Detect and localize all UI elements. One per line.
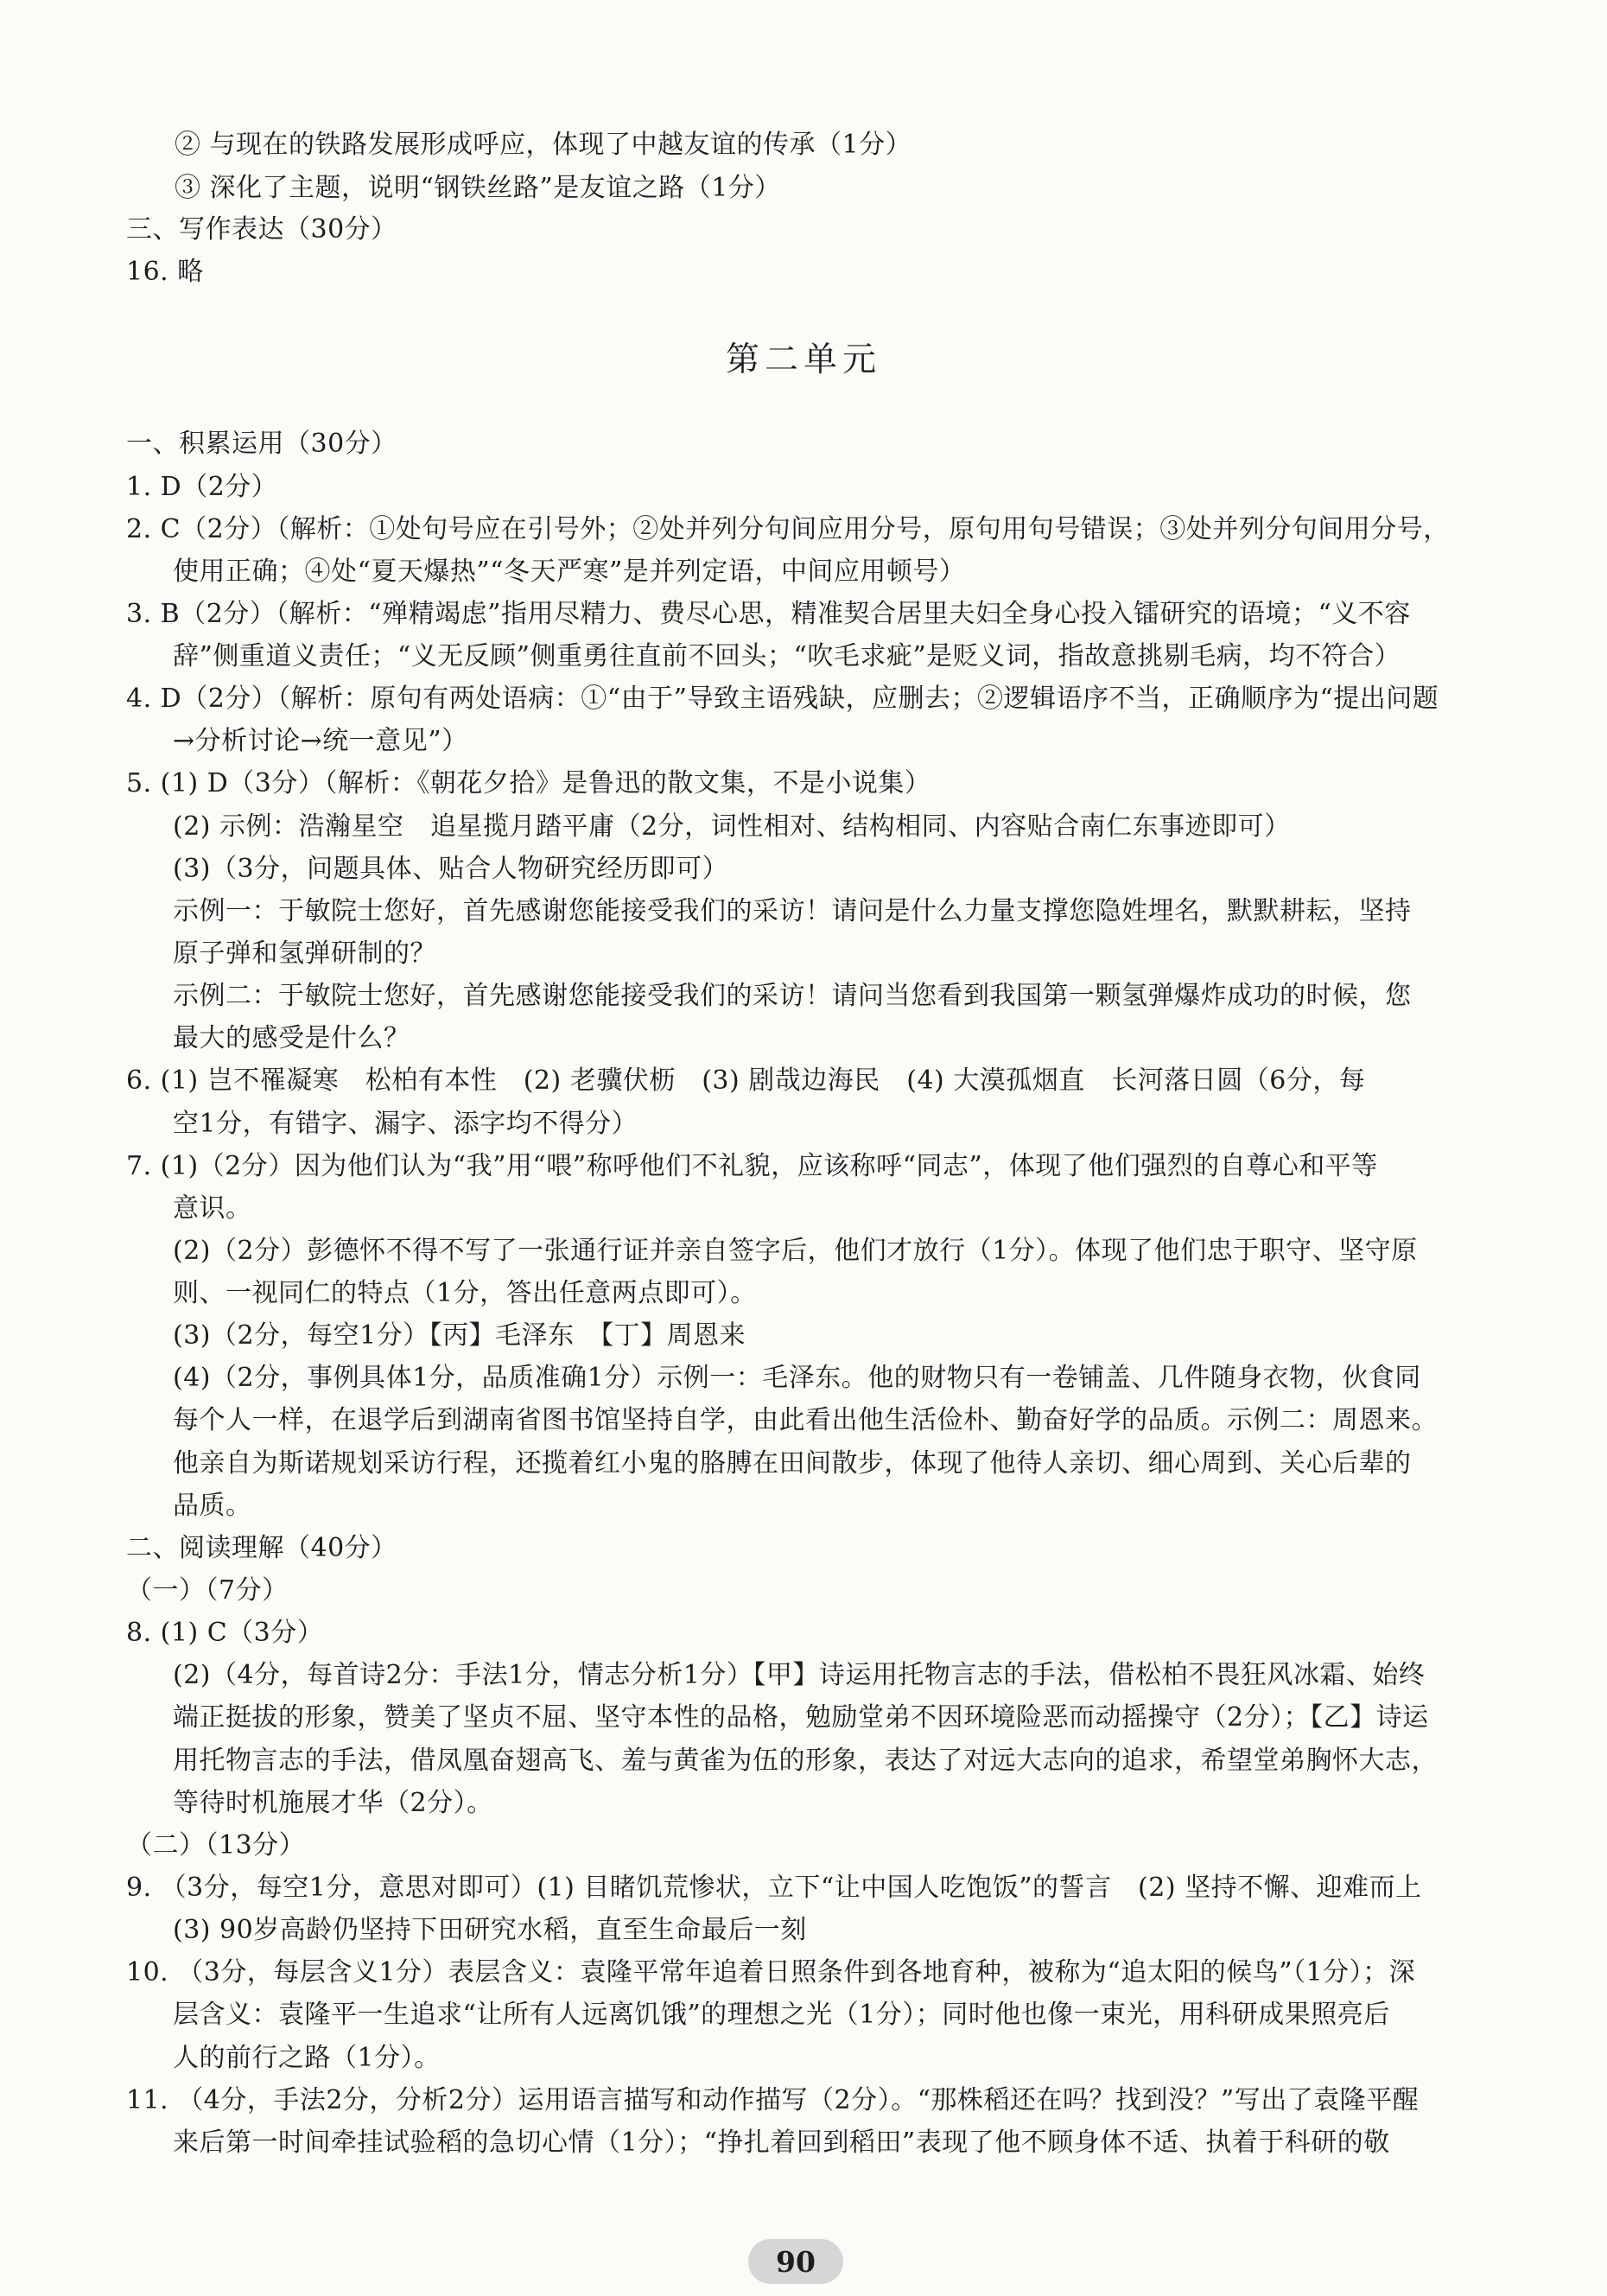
text-line: （二）（13分）: [126, 1830, 306, 1860]
text-line: 示例一：于敏院士您好，首先感谢您能接受我们的采访！请问是什么力量支撑您隐姓埋名，默默耕耘，坚持: [173, 896, 1412, 926]
page-number: 90: [776, 2244, 816, 2279]
text-line: 10. （3分，每层含义1分）表层含义：袁隆平常年追着日照条件到各地育种，被称为“追太阳的候鸟”（1分）；深: [126, 1957, 1416, 1988]
text-line: 用托物言志的手法，借凤凰奋翅高飞、羞与黄雀为伍的形象，表达了对远大志向的追求，希望堂弟胸怀大志，: [173, 1746, 1438, 1776]
text-line: ③ 深化了主题，说明“钢铁丝路”是友谊之路（1分）: [175, 173, 781, 203]
text-line: （一）（7分）: [126, 1575, 289, 1606]
text-line: 示例二：于敏院士您好，首先感谢您能接受我们的采访！请问当您看到我国第一颗氢弹爆炸成功的时候，您: [173, 981, 1412, 1011]
text-line: 意识。: [173, 1193, 252, 1224]
text-line: (2)（2分）彭德怀不得不写了一张通行证并亲自签字后，他们才放行（1分）。体现了他们忠于职守、坚守原: [173, 1236, 1418, 1266]
text-line: 2. C（2分）（解析：①处句号应在引号外；②处并列分句间应用分号，原句用句号错误；③处并列分句间用分号，: [126, 514, 1450, 544]
text-line: 使用正确；④处“夏天爆热”“冬天严寒”是并列定语，中间应用顿号）: [173, 557, 966, 587]
text-line: ② 与现在的铁路发展形成呼应，体现了中越友谊的传承（1分）: [175, 130, 912, 160]
text-line: (3) 90岁高龄仍坚持下田研究水稻，直至生命最后一刻: [173, 1915, 807, 1945]
text-line: 空1分，有错字、漏字、添字均不得分）: [173, 1109, 638, 1139]
text-line: 则、一视同仁的特点（1分，答出任意两点即可）。: [173, 1278, 757, 1308]
text-line: 7. (1)（2分）因为他们认为“我”用“喂”称呼他们不礼貌，应该称呼“同志”，体现了他们强烈的自尊心和平等: [126, 1151, 1378, 1181]
text-line: 3. B（2分）（解析：“殚精竭虑”指用尽精力、费尽心思，精准契合居里夫妇全身心投入镭研究的语境；“义不容: [126, 599, 1411, 629]
text-line: 原子弹和氢弹研制的？: [173, 938, 436, 969]
text-line: 9. （3分，每空1分，意思对即可）(1) 目睹饥荒惨状，立下“让中国人吃饱饭”的誓言 (2) 坚持不懈、迎难而上: [126, 1873, 1422, 1903]
text-line: 1. D（2分）: [126, 472, 278, 502]
text-line: 三、写作表达（30分）: [126, 214, 397, 245]
text-line: 6. (1) 岂不罹凝寒 松柏有本性 (2) 老骥伏枥 (3) 剧哉边海民 (4) 大漠孤烟直 长河落日圆（6分，每: [126, 1065, 1366, 1096]
text-line: 16. 略: [126, 257, 204, 287]
text-line: 一、积累运用（30分）: [126, 429, 397, 459]
text-line: 二、阅读理解（40分）: [126, 1533, 397, 1563]
text-line: (3)（3分，问题具体、贴合人物研究经历即可）: [173, 854, 729, 884]
text-line: →分析讨论→统一意见”）: [173, 726, 468, 756]
text-line: 最大的感受是什么？: [173, 1023, 410, 1053]
section-title: 第二单元: [725, 340, 881, 379]
text-line: 8. (1) C（3分）: [126, 1618, 324, 1648]
text-line: 人的前行之路（1分）。: [173, 2043, 441, 2073]
text-line: 5. (1) D（3分）（解析：《朝花夕拾》是鲁迅的散文集，不是小说集）: [126, 768, 931, 798]
text-line: 来后第一时间牵挂试验稻的急切心情（1分）；“挣扎着回到稻田”表现了他不顾身体不适、执着于科研的敬: [173, 2127, 1390, 2158]
text-line: 等待时机施展才华（2分）。: [173, 1788, 493, 1818]
text-line: (2) 示例：浩瀚星空 追星揽月踏平庸（2分，词性相对、结构相同、内容贴合南仁东事迹即可）: [173, 811, 1291, 842]
text-line: 11. （4分，手法2分，分析2分）运用语言描写和动作描写（2分）。“那株稻还在吗？找到没？”写出了袁隆平醒: [126, 2085, 1420, 2115]
page-number-badge: [748, 2239, 843, 2284]
text-line: 层含义：袁隆平一生追求“让所有人远离饥饿”的理想之光（1分）；同时他也像一束光，用科研成果照亮后: [173, 2000, 1390, 2030]
text-line: 每个人一样，在退学后到湖南省图书馆坚持自学，由此看出他生活俭朴、勤奋好学的品质。示例二：周恩来。: [173, 1405, 1438, 1435]
text-line: 端正挺拔的形象，赞美了坚贞不屈、坚守本性的品格，勉励堂弟不因环境险恶而动摇操守（2分）；【乙】诗运: [173, 1702, 1429, 1733]
text-line: 他亲自为斯诺规划采访行程，还揽着红小鬼的胳膊在田间散步，体现了他待人亲切、细心周到、关心后辈的: [173, 1448, 1412, 1479]
text-line: (4)（2分，事例具体1分，品质准确1分）示例一：毛泽东。他的财物只有一卷铺盖、几件随身衣物，伙食同: [173, 1363, 1421, 1393]
text-line: (2)（4分，每首诗2分：手法1分，情志分析1分）【甲】诗运用托物言志的手法，借松柏不畏狂风冰霜、始终: [173, 1660, 1426, 1690]
text-line: 品质。: [173, 1491, 252, 1521]
text-line: 辞”侧重道义责任；“义无反顾”侧重勇往直前不回头；“吹毛求疵”是贬义词，指故意挑剔毛病，均不符合）: [173, 641, 1401, 671]
text-line: 4. D（2分）（解析：原句有两处语病：①“由于”导致主语残缺，应删去；②逻辑语序不当，正确顺序为“提出问题: [126, 684, 1439, 714]
text-line: (3)（2分，每空1分）【丙】毛泽东 【丁】周恩来: [173, 1320, 746, 1351]
